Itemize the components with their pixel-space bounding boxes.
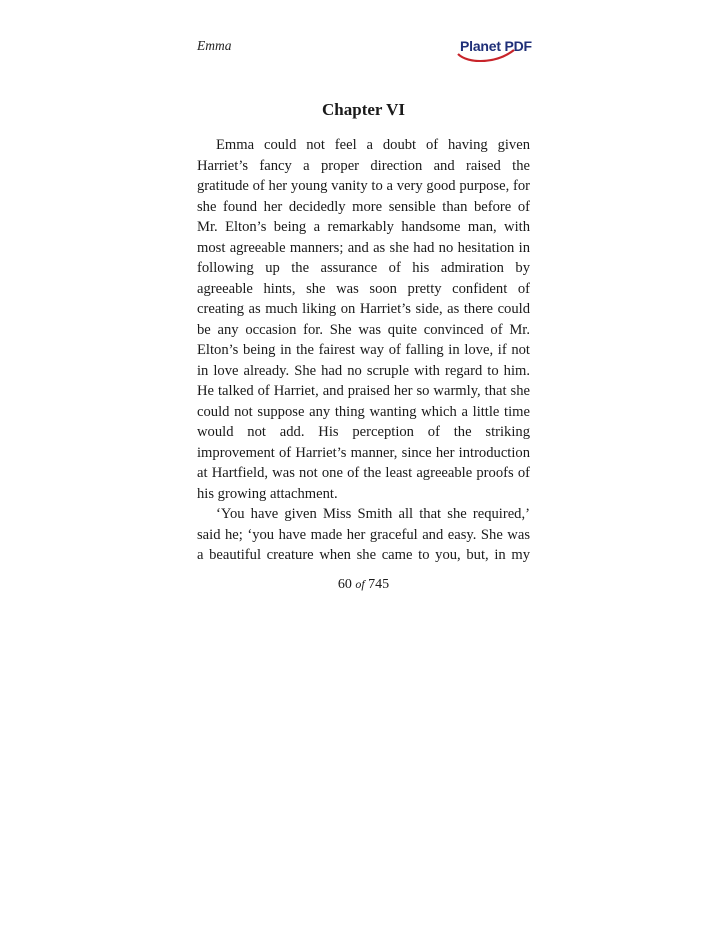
paragraph: Emma could not feel a doubt of having given Harriet’s fancy a proper direction and raised the gratitude of her young vanity to a very good purpose, for she found her decidedly more sensible than before of Mr. Elton’s being a remarkably handsome man, with most agreeable manners; and as she had no hesitation in following up the assurance of his admiration by agreeable hints, she was soon pretty confident of creating as much liking on Harriet’s side, as there could be any occasion for. She was quite convinced of Mr. Elton’s being in the fairest way of falling in love, if not in love already. She had no scruple with regard to him. He talked of Harriet, and praised her so warmly, that she could not suppose any thing wanting which a little time would not add. His perception of the striking improvement of Harriet’s manner, since her introduction at Hartfield, was not one of the least agreeable proofs of his growing attachment.: [197, 137, 530, 502]
planet-pdf-logo: [460, 38, 532, 54]
paragraph: ‘You have given Miss Smith all that she required,’ said he; ‘you have made her graceful and easy. She was a beautiful creature when she came to you, but, in my: [197, 506, 530, 563]
total-pages: 745: [368, 577, 390, 592]
logo-text: Planet PDF: [460, 38, 532, 54]
page-number: [197, 577, 530, 593]
chapter-title: Chapter VI: [322, 100, 405, 119]
current-page: 60: [337, 577, 352, 592]
body-text: [197, 135, 530, 566]
running-title: Emma: [197, 38, 232, 53]
of-label: of: [355, 577, 365, 591]
